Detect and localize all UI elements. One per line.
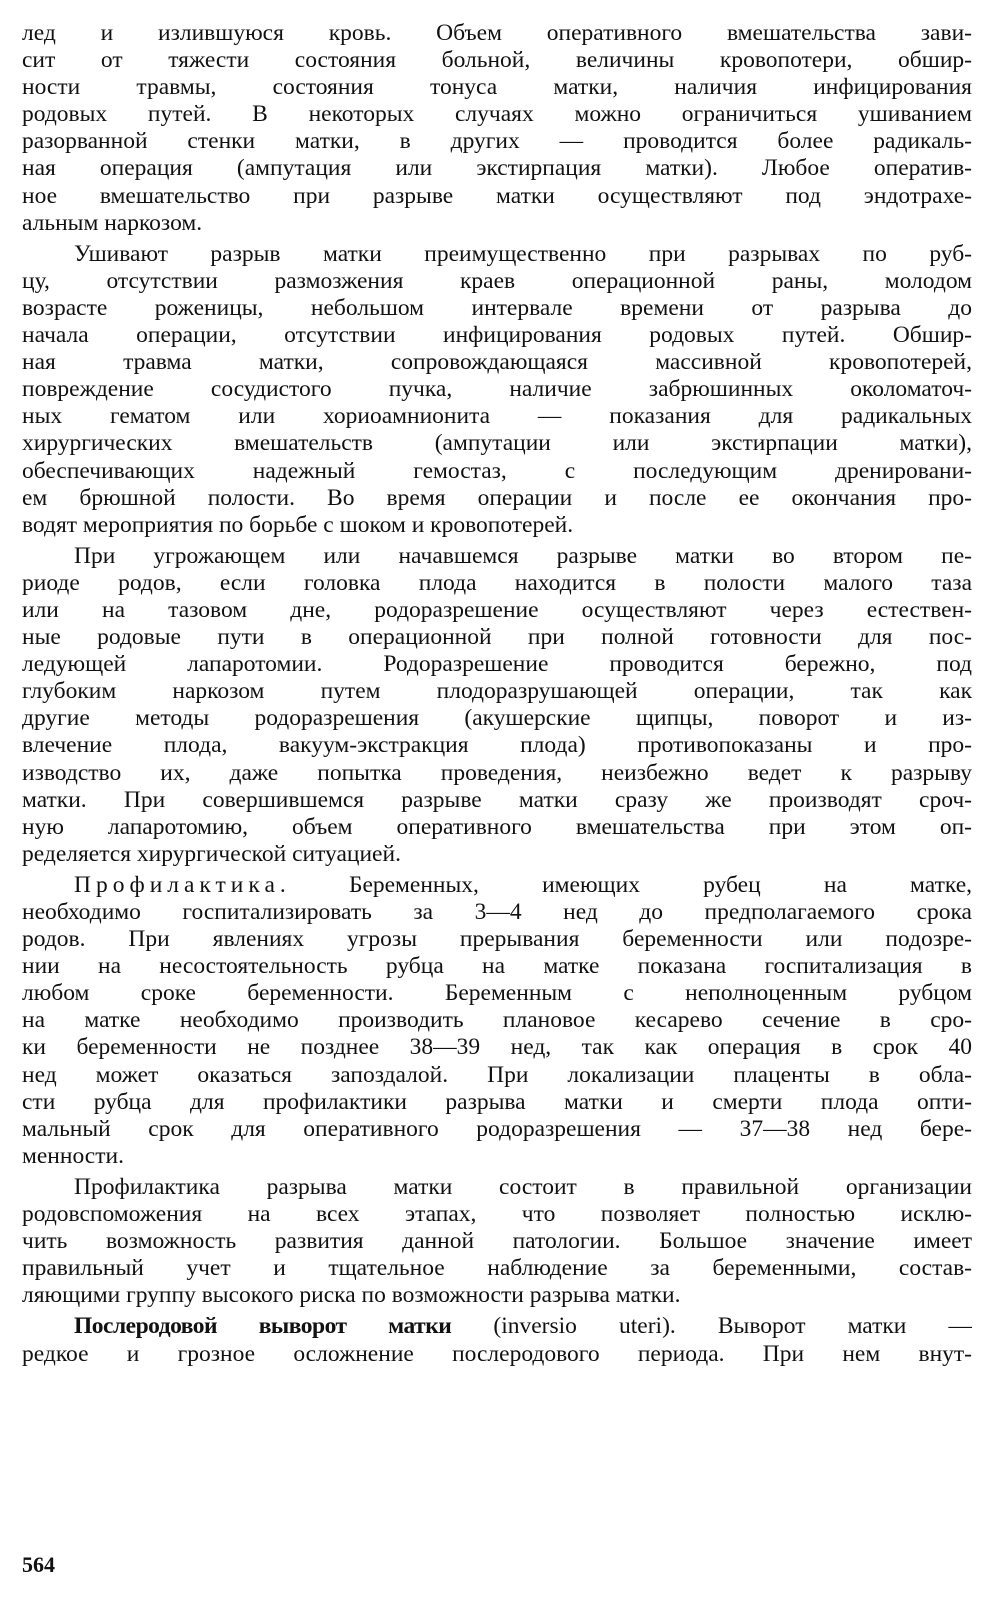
text-line: При угрожающем или начавшемся разрыве матки во втором пе- [74,542,972,569]
text-line: Профилактика разрыва матки состоит в правильной организации [74,1173,972,1200]
text-line: сит от тяжести состояния больной, величины кровопотери, обшир- [22,47,972,74]
text-line: повреждение сосудистого пучка, наличие забрюшинных околоматоч- [22,376,972,403]
text-line: любом сроке беременности. Беременным с неполноценным рубцом [22,980,972,1007]
text-line: лед и излившуюся кровь. Объем оперативного вмешательства зави- [22,20,972,46]
text-line: обеспечивающих надежный гемостаз, с последующим дренировани- [22,457,972,484]
text-line: ное вмешательство при разрыве матки осуществляют под эндотрахе- [22,182,972,209]
text-line: разорванной стенки матки, в других — проводится более радикаль- [22,128,972,155]
text-line: ем брюшной полости. Во время операции и после ее окончания про- [22,484,972,511]
text-line: возрасте роженицы, небольшом интервале времени от разрыва до [22,294,972,321]
text-line: риоде родов, если головка плода находится в полости малого таза [22,569,972,596]
text-line: родовых путей. В некоторых случаях можно ограничиться ушиванием [22,101,972,128]
text-line: родовспоможения на всех этапах, что позволяет полностью исклю- [22,1201,972,1228]
paragraph [22,241,972,539]
text-line: ных гематом или хориоамнионита — показания для радикальных [22,403,972,430]
text-line: ки беременности не позднее 38—39 нед, так как операция в срок 40 [22,1034,972,1061]
paragraph [22,20,972,237]
text-line: влечение плода, вакуум-экстракция плода) противопоказаны и про- [22,732,972,759]
text-line [22,1313,972,1340]
text-run: (inversio uteri). Выворот матки — [451,1313,972,1340]
text-line: родов. При явлениях угрозы прерывания беременности или подозре- [22,926,972,953]
text-line: ности травмы, состояния тонуса матки, наличия инфицирования [22,74,972,101]
text-line: менности. [22,1142,124,1169]
text-line: глубоким наркозом путем плодоразрушающей операции, так как [22,678,972,705]
text-line: водят мероприятия по борьбе с шоком и кровопотерей. [22,511,574,538]
text-line: Ушивают разрыв матки преимущественно при разрывах по руб- [74,240,972,267]
text-line: сти рубца для профилактики разрыва матки и смерти плода опти- [22,1088,972,1115]
paragraph [22,1174,972,1309]
text-line: необходимо госпитализировать за 3—4 нед до предполагаемого срока [22,899,972,925]
paragraph [22,543,972,868]
text-line: ная травма матки, сопровождающаяся массивной кровопотерей, [22,349,972,376]
run-in-heading: Профилактика [74,871,280,898]
text-line: хирургических вмешательств (ампутации или экстирпации матки), [22,430,972,457]
page-number: 564 [22,1552,55,1577]
text-line: ледующей лапаротомии. Родоразрешение проводится бережно, под [22,651,972,678]
text-line: ную лапаротомию, объем оперативного вмешательства при этом оп- [22,813,972,840]
text-line: изводство их, даже попытка проведения, неизбежно ведет к разрыву [22,759,972,786]
text-line: матки. При совершившемся разрыве матки сразу же производят сроч- [22,786,972,813]
text-line: правильный учет и тщательное наблюдение за беременными, состав- [22,1255,972,1282]
text-line [22,872,972,899]
text-line: мальный срок для оперативного родоразрешения — 37—38 нед бере- [22,1115,972,1142]
section-heading: Послеродовой выворот матки [74,1313,452,1340]
text-line: ные родовые пути в операционной при полной готовности для пос- [22,624,972,651]
text-line: ная операция (ампутация или экстирпация матки). Любое оператив- [22,155,972,182]
text-line: нии на несостоятельность рубца на матке показана госпитализация в [22,953,972,980]
text-line: начала операции, отсутствии инфицирования родовых путей. Обшир- [22,322,972,349]
text-line: или на тазовом дне, родоразрешение осуществляют через естествен- [22,596,972,623]
text-line: альным наркозом. [22,209,203,236]
text-line: на матке необходимо производить плановое кесарево сечение в сро- [22,1007,972,1034]
text-line: другие методы родоразрешения (акушерские щипцы, поворот и из- [22,705,972,732]
paragraph [22,872,972,1170]
text-line: ляющими группу высокого риска по возможности разрыва матки. [22,1282,681,1309]
text-line: редкое и грозное осложнение послеродового периода. При нем внут- [22,1340,972,1367]
page-body [22,20,972,1368]
text-line: нед может оказаться запоздалой. При локализации плаценты в обла- [22,1061,972,1088]
text-run: . Беременных, имеющих рубец на матке, [279,871,972,898]
text-line: ределяется хирургической ситуацией. [22,840,401,867]
text-line: чить возможность развития данной патологии. Большое значение имеет [22,1228,972,1255]
text-line: цу, отсутствии размозжения краев операционной раны, молодом [22,267,972,294]
paragraph [22,1313,972,1367]
